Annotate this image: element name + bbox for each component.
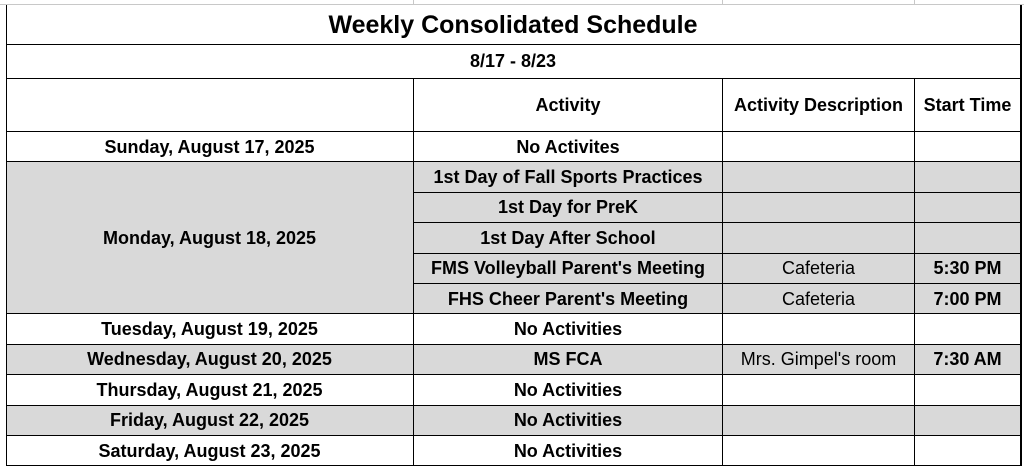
description-cell[interactable] (723, 406, 914, 436)
activity-cell[interactable]: 1st Day After School (480, 227, 656, 248)
start-time-cell[interactable] (915, 223, 1020, 253)
start-time-cell[interactable] (915, 193, 1020, 223)
date-cell[interactable]: Saturday, August 23, 2025 (98, 440, 321, 461)
activity-cell[interactable]: No Activities (513, 410, 623, 431)
start-time-cell[interactable] (915, 314, 1020, 344)
activity-cell[interactable]: FMS Volleyball Parent's Meeting (430, 258, 705, 279)
description-cell[interactable] (723, 314, 914, 344)
activity-cell[interactable]: No Activities (513, 319, 623, 340)
activity-cell[interactable]: No Activities (513, 440, 623, 461)
activity-cell[interactable]: 1st Day of Fall Sports Practices (433, 167, 703, 188)
description-cell[interactable] (723, 223, 914, 253)
left-border (6, 5, 7, 466)
date-cell[interactable]: Sunday, August 17, 2025 (104, 136, 315, 157)
start-time-cell[interactable] (915, 132, 1020, 162)
header-date[interactable] (6, 79, 413, 131)
description-cell[interactable] (723, 162, 914, 192)
description-cell[interactable] (723, 375, 914, 405)
bottom-border (6, 465, 1022, 466)
date-cell[interactable]: Thursday, August 21, 2025 (96, 379, 323, 400)
activity-cell[interactable]: No Activities (513, 379, 623, 400)
date-cell[interactable]: Friday, August 22, 2025 (109, 410, 310, 431)
page-title[interactable]: Weekly Consolidated Schedule (328, 10, 698, 39)
start-time-cell[interactable]: 7:30 AM (933, 349, 1002, 370)
activity-cell[interactable]: 1st Day for PreK (497, 197, 639, 218)
header-activity[interactable]: Activity (535, 94, 601, 115)
right-border (1020, 5, 1022, 466)
header-start-time[interactable]: Start Time (923, 94, 1012, 115)
start-time-cell[interactable]: 7:00 PM (933, 288, 1002, 309)
start-time-cell[interactable]: 5:30 PM (933, 258, 1002, 279)
date-cell[interactable]: Wednesday, August 20, 2025 (87, 349, 332, 370)
date-cell[interactable]: Tuesday, August 19, 2025 (101, 319, 318, 340)
start-time-cell[interactable] (915, 436, 1020, 466)
description-cell[interactable]: Mrs. Gimpel's room (740, 349, 897, 370)
activity-cell[interactable]: No Activites (516, 136, 620, 157)
column-divider (413, 79, 414, 466)
description-cell[interactable]: Cafeteria (781, 258, 856, 279)
description-cell[interactable] (723, 436, 914, 466)
start-time-cell[interactable] (915, 406, 1020, 436)
start-time-cell[interactable] (915, 375, 1020, 405)
description-cell[interactable] (723, 132, 914, 162)
description-cell[interactable] (723, 193, 914, 223)
column-divider (722, 79, 723, 466)
activity-cell[interactable]: FHS Cheer Parent's Meeting (447, 288, 689, 309)
date-cell[interactable]: Monday, August 18, 2025 (102, 227, 317, 248)
start-time-cell[interactable] (915, 162, 1020, 192)
column-divider (914, 79, 915, 466)
date-range[interactable]: 8/17 - 8/23 (469, 51, 557, 71)
description-cell[interactable]: Cafeteria (781, 288, 856, 309)
activity-cell[interactable]: MS FCA (533, 349, 603, 370)
header-description[interactable]: Activity Description (733, 94, 904, 115)
